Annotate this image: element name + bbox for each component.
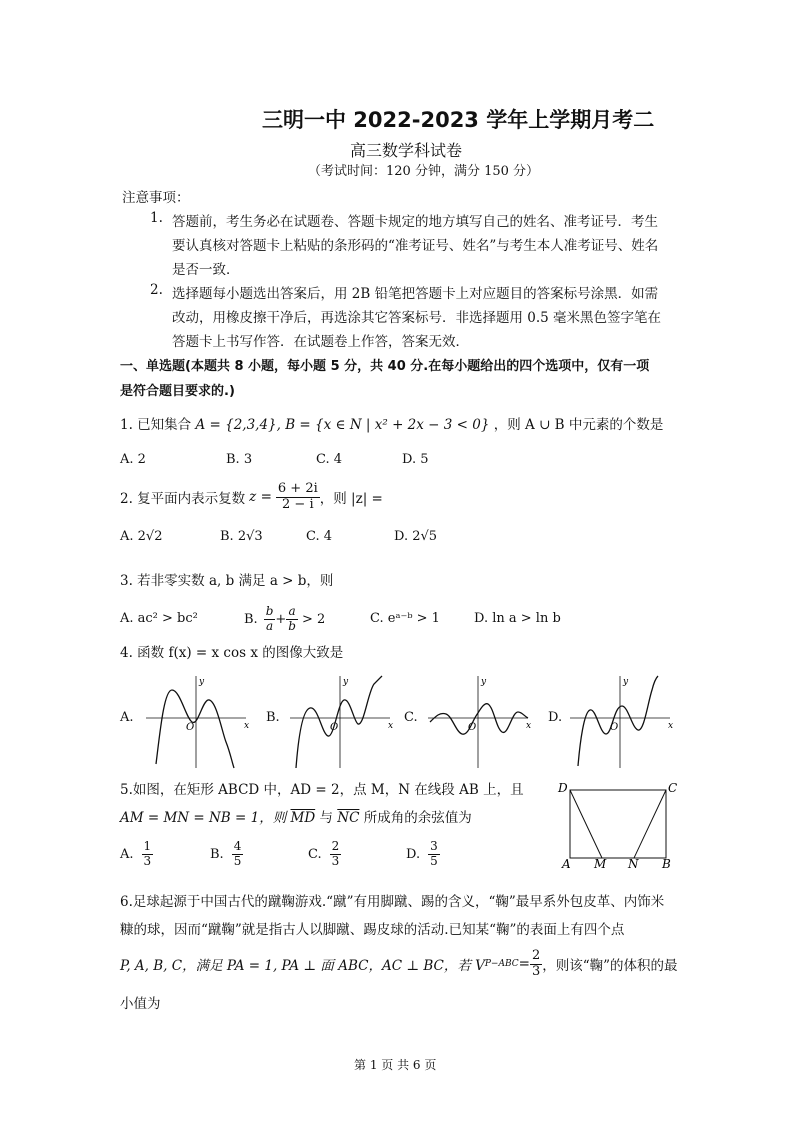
q2-numerator: 6 + 2i — [277, 481, 318, 497]
label-d: D — [558, 781, 568, 795]
question-6-line3 — [120, 944, 678, 984]
segment-nc — [634, 790, 666, 858]
q2-prefix: 2. 复平面内表示复数 — [120, 491, 246, 507]
q4-option-d: D. — [548, 710, 563, 725]
q2-option-a: A. 2√2 — [120, 529, 163, 544]
q6-subscript: P−ABC — [484, 959, 519, 969]
q5-d-num: 3 — [430, 839, 438, 854]
q3-b-f2-num: a — [286, 605, 298, 619]
q1-sets: A = {2,3,4}, B = {x ∈ N | x² + 2x − 3 < 0} — [195, 417, 490, 433]
q5-a-den: 3 — [143, 853, 152, 868]
question-6-line1: 6.足球起源于中国古代的蹴鞠游戏.“蹴”有用脚蹴、踢的含义，“鞠”最早系外包皮革、内饰米 — [120, 894, 665, 910]
q6-eq: = — [518, 956, 530, 972]
notice-item2-line3: 答题卡上书写作答．在试题卷上作答，答案无效． — [172, 334, 469, 350]
curve — [430, 704, 528, 735]
q3-b-rest: > 2 — [301, 611, 326, 627]
rectangle-abcd — [570, 790, 666, 858]
q5-c-num: 2 — [331, 839, 340, 854]
curve — [156, 690, 234, 768]
q3-b-f2-den: b — [288, 618, 296, 633]
q3-b-f1-num: b — [265, 604, 274, 619]
q5-b-label: B. — [210, 846, 224, 862]
q5-d-label: D. — [406, 846, 421, 862]
q5-cond: AM = MN = NB = 1，则 — [120, 810, 287, 826]
q3-b-frac1 — [264, 605, 276, 632]
q5-option-c — [308, 836, 341, 872]
question-4: 4. 函数 f(x) = x cos x 的图像大致是 — [120, 645, 344, 661]
q5-d-den: 5 — [430, 853, 438, 868]
curve — [296, 676, 382, 768]
notice-item1-line3: 是否一致． — [172, 262, 240, 278]
q3-option-a: A. ac² > bc² — [120, 611, 198, 626]
q6-num: 2 — [531, 948, 541, 964]
origin-label: O — [610, 722, 619, 733]
q2-option-c: C. 4 — [306, 529, 333, 544]
q3-option-c: C. eᵃ⁻ᵇ > 1 — [370, 611, 440, 626]
origin-label: O — [468, 722, 477, 733]
label-b: B — [662, 857, 671, 870]
q3-b-label: B. — [244, 611, 258, 627]
q1-option-c: C. 4 — [316, 452, 343, 467]
notice-item2-line2: 改动，用橡皮擦干净后，再选涂其它答案标号．非选择题用 0.5 毫米黑色签字笔在 — [172, 310, 662, 326]
label-n: N — [628, 857, 639, 870]
origin-label: O — [330, 722, 339, 733]
q5-option-b — [210, 836, 243, 872]
x-label: x — [668, 721, 674, 731]
question-3: 3. 若非零实数 a, b 满足 a > b，则 — [120, 573, 334, 589]
label-m: M — [594, 857, 607, 870]
q2-option-b: B. 2√3 — [220, 529, 263, 544]
q6-den: 3 — [531, 963, 541, 979]
section-heading-line2: 是符合题目要求的.) — [120, 384, 235, 399]
label-c: C — [668, 781, 678, 795]
q2-fraction — [276, 482, 320, 512]
q4-option-a: A. — [120, 710, 134, 725]
notice-item2-line1: 选择题每小题选出答案后，用 2B 铅笔把答题卡上对应题目的答案标号涂黑．如需 — [172, 286, 659, 302]
section-heading-line1: 一、单选题(本题共 8 小题，每小题 5 分，共 40 分.在每小题给出的四个选项中，仅有一项 — [120, 359, 650, 374]
notice-item1-line1: 答题前，考生务必在试题卷、答题卡规定的地方填写自己的姓名、准考证号．考生 — [172, 214, 658, 230]
q5-rectangle-figure — [554, 778, 684, 870]
q1-option-a: A. 2 — [120, 452, 146, 467]
q6-rest: ，则该“鞠”的体积的最 — [542, 958, 678, 974]
y-label: y — [623, 677, 629, 687]
question-2 — [120, 477, 383, 517]
y-label: y — [481, 677, 487, 687]
q5-a-frac — [142, 840, 154, 867]
q1-option-b: B. 3 — [226, 452, 253, 467]
exam-info: （考试时间：120 分钟，满分 150 分） — [308, 164, 540, 179]
notice-item2-num: 2. — [150, 282, 163, 298]
q5-c-den: 3 — [331, 853, 340, 868]
x-label: x — [388, 721, 394, 731]
page-footer: 第 1 页 共 6 页 — [354, 1058, 437, 1072]
q5-b-den: 5 — [233, 853, 242, 868]
q5-c-label: C. — [308, 846, 322, 862]
q4-graph-d — [566, 672, 676, 772]
x-label: x — [244, 721, 250, 731]
q3-option-d: D. ln a > ln b — [474, 611, 561, 626]
q5-vec-nc: $\overline{NC}$ — [337, 810, 360, 826]
q3-b-plus: + — [275, 611, 287, 627]
q3-option-b — [244, 599, 325, 639]
q5-a-num: 1 — [143, 839, 152, 854]
q1-option-d: D. 5 — [402, 452, 429, 467]
question-5-line1: 5.如图，在矩形 ABCD 中，AD = 2，点 M，N 在线段 AB 上，且 — [120, 782, 524, 798]
q5-c-frac — [330, 840, 342, 867]
q2-suffix: ，则 |z| = — [319, 491, 383, 507]
q6-cond: P, A, B, C，满足 PA = 1, PA ⊥ 面 ABC，AC ⊥ BC，若 V — [120, 958, 485, 974]
y-label: y — [199, 677, 205, 687]
q5-d-frac — [428, 840, 440, 867]
segment-md — [570, 790, 602, 858]
notice-item1-num: 1. — [150, 210, 163, 226]
question-6-line4: 小值为 — [120, 996, 161, 1012]
q5-option-a — [120, 836, 153, 872]
q1-suffix: ，则 A ∪ B 中元素的个数是 — [493, 417, 664, 433]
question-6-line2: 糠的球，因而“蹴鞠”就是指古人以脚蹴、踢皮球的活动.已知某“鞠”的表面上有四个点 — [120, 922, 625, 938]
notice-heading: 注意事项： — [122, 190, 190, 206]
q5-and: 与 — [319, 810, 333, 826]
q6-frac — [530, 949, 542, 979]
notice-item1-line2: 要认真核对答题卡上粘贴的条形码的“准考证号、姓名”与考生本人准考证号、姓名 — [172, 238, 659, 254]
q2-denominator: 2 − i — [282, 496, 314, 512]
page-title: 三明一中 2022-2023 学年上学期月考二 — [262, 108, 655, 132]
question-1 — [120, 413, 663, 433]
q4-option-c: C. — [404, 710, 418, 725]
origin-label: O — [186, 722, 195, 733]
question-5-line2 — [120, 806, 472, 826]
q5-ask: 所成角的余弦值为 — [363, 810, 472, 826]
q4-graph-b — [286, 672, 396, 772]
label-a: A — [562, 857, 571, 870]
y-label: y — [343, 677, 349, 687]
q5-a-label: A. — [120, 846, 134, 862]
q4-graph-a — [142, 672, 252, 772]
q3-b-f1-den: a — [265, 618, 274, 633]
q4-graph-c — [424, 672, 534, 772]
q1-prefix: 1. 已知集合 — [120, 417, 192, 433]
q4-option-b: B. — [266, 710, 280, 725]
q2-z: z = — [249, 489, 272, 505]
q5-vec-md: $\overline{MD}$ — [290, 810, 316, 826]
q2-option-d: D. 2√5 — [394, 529, 438, 544]
q5-b-frac — [232, 840, 244, 867]
q3-b-frac2 — [286, 605, 298, 632]
curve — [578, 676, 658, 766]
paper-subtitle: 高三数学科试卷 — [350, 141, 463, 160]
x-label: x — [526, 721, 532, 731]
q5-b-num: 4 — [233, 839, 242, 854]
q5-option-d — [406, 836, 440, 872]
